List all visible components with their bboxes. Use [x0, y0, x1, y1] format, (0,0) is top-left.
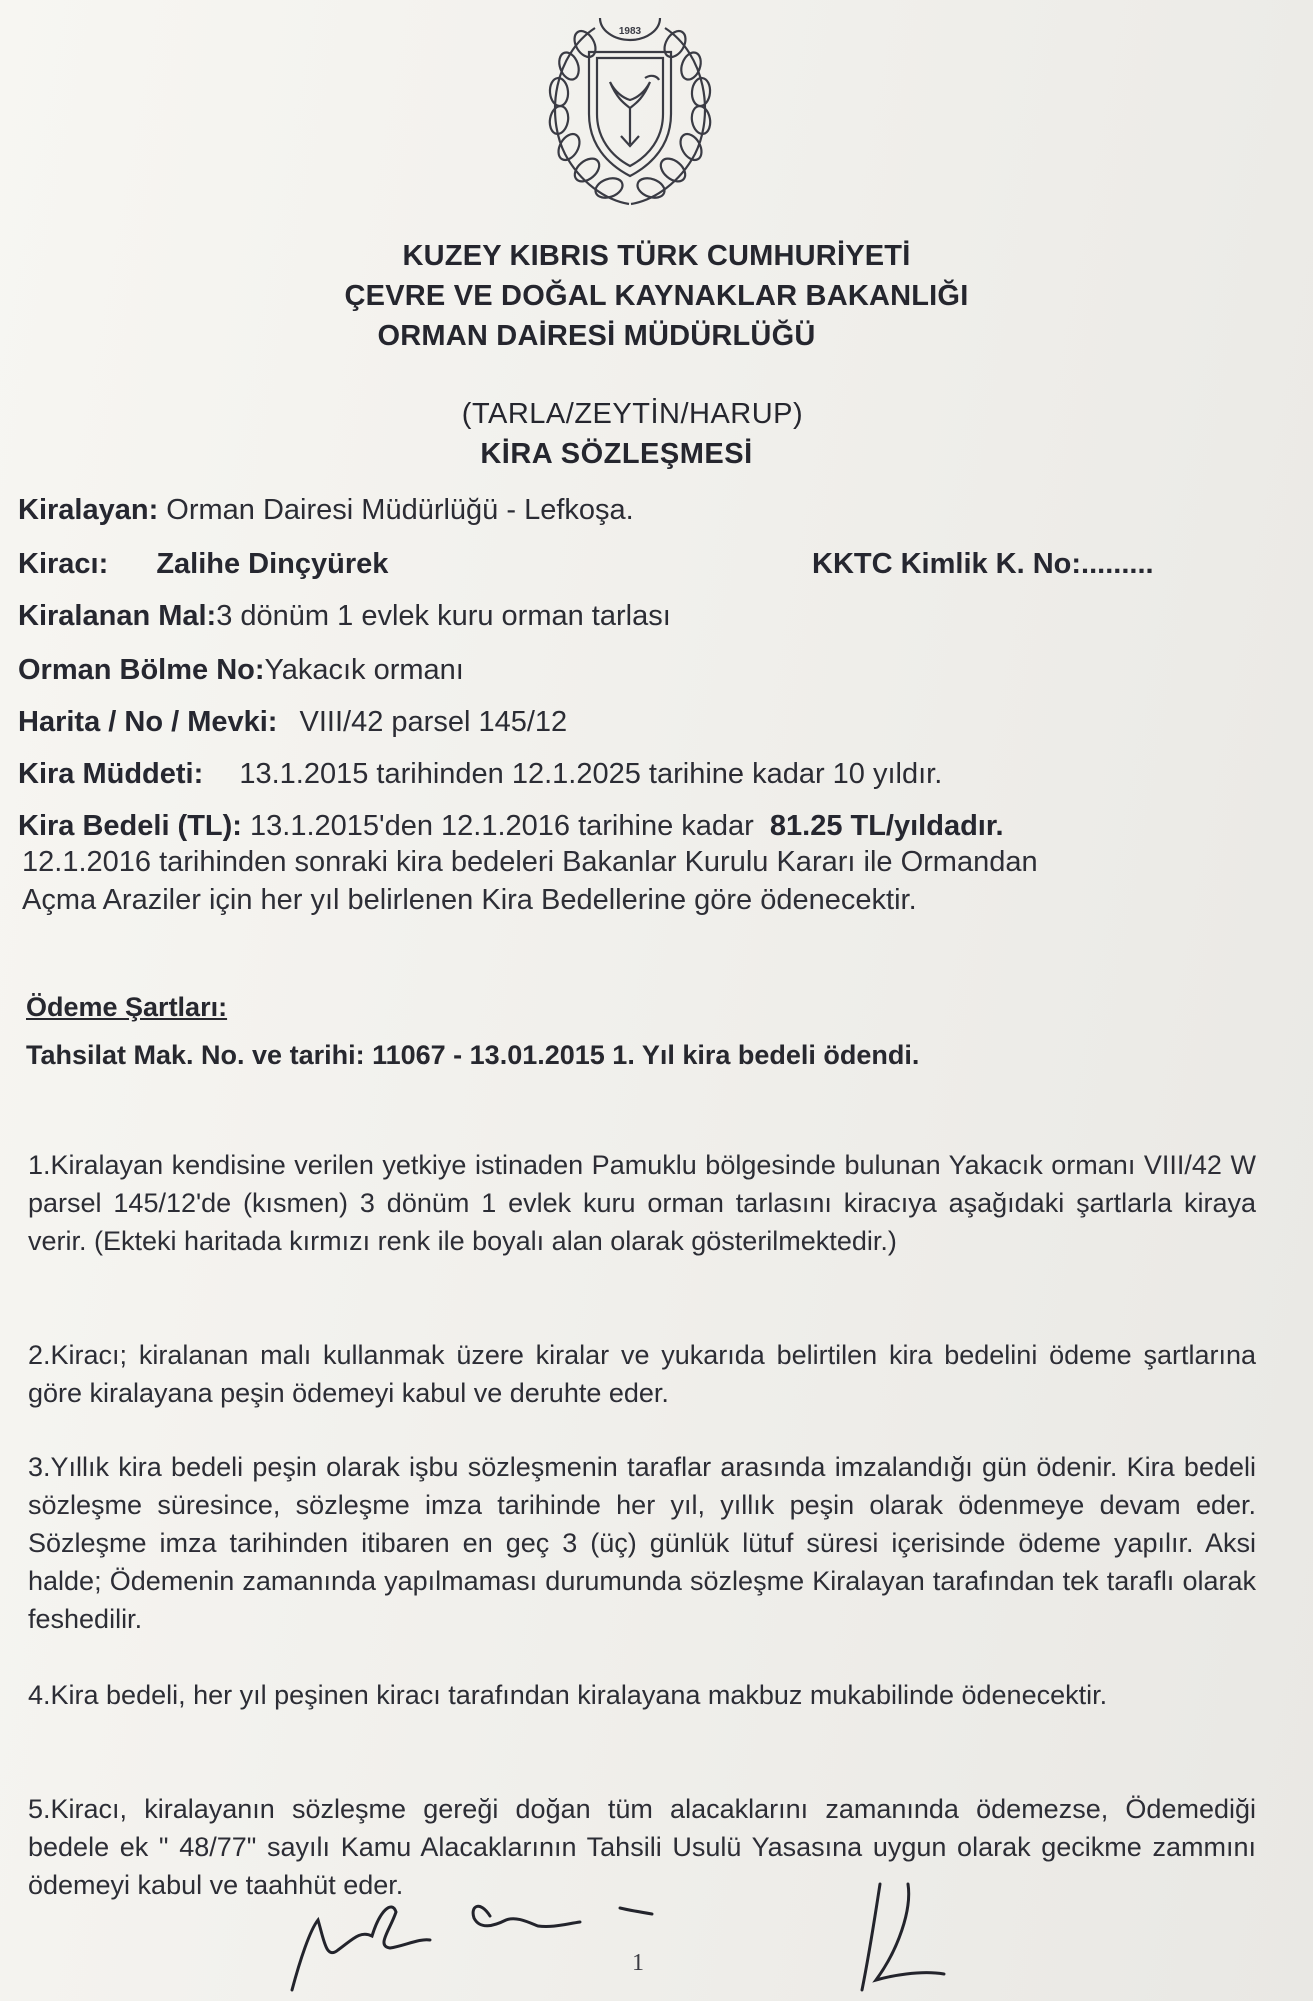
field-kiralayan [18, 494, 634, 527]
clause-4: 4.Kira bedeli, her yıl peşinen kiracı tarafından kiralayana makbuz mukabilinde ödenecektir. [28, 1680, 1108, 1710]
title-main: KİRA SÖZLEŞMESİ [480, 438, 753, 470]
header-department: ORMAN DAİRESİ MÜDÜRLÜĞÜ [377, 320, 816, 352]
field-kira-muddeti [18, 758, 942, 791]
kimlik-no: KKTC Kimlik K. No:......... [812, 548, 1154, 580]
field-kiralanan-mal [18, 600, 671, 633]
handwritten-signatures [280, 1850, 1040, 2000]
harita-value: VIII/42 parsel 145/12 [299, 706, 568, 738]
muddet-value: 13.1.2015 tarihinden 12.1.2025 tarihine kadar 10 yıldır. [239, 758, 943, 790]
field-orman-bolme [18, 654, 464, 687]
bedel-label: Kira Bedeli (TL): [18, 810, 242, 842]
muddet-label: Kira Müddeti: [18, 758, 204, 790]
kiralayan-value: Orman Dairesi Müdürlüğü - Lefkoşa. [166, 494, 634, 526]
bolme-value: Yakacık ormanı [264, 654, 464, 686]
mal-label: Kiralanan Mal: [18, 600, 217, 632]
bedel-amount: 81.25 TL/yıldadır. [769, 810, 1004, 842]
header-ministry: ÇEVRE VE DOĞAL KAYNAKLAR BAKANLIĞI [344, 280, 969, 312]
field-kira-bedeli [18, 810, 1004, 843]
bedel-note-2: Açma Araziler için her yıl belirlenen Kira Bedellerine göre ödenecektir. [22, 884, 917, 916]
clause-5: 5.Kiracı, kiralayanın sözleşme gereği doğan tüm alacaklarını zamanında ödemezse, Ödemediği bedele ek " 48/77" sayılı Kamu Alacaklarının Tahsili Usulü Yasasına uygun olarak gecikme zammını ödemeyi kabul ve taahhüt eder. [28, 1794, 1256, 1900]
payment-receipt: Tahsilat Mak. No. ve tarihi: 11067 - 13.01.2015 1. Yıl kira bedeli ödendi. [26, 1040, 920, 1070]
header-republic: KUZEY KIBRIS TÜRK CUMHURİYETİ [402, 240, 911, 272]
kiraci-label: Kiracı: [18, 548, 109, 580]
bolme-label: Orman Bölme No: [18, 654, 265, 686]
mal-value: 3 dönüm 1 evlek kuru orman tarlası [216, 600, 671, 632]
title-type: (TARLA/ZEYTİN/HARUP) [461, 398, 804, 430]
field-harita [18, 706, 567, 739]
clause-2: 2.Kiracı; kiralanan malı kullanmak üzere kiralar ve yukarıda belirtilen kira bedelini ödeme şartlarına göre kiralayana peşin ödemeyi kabul ve deruhte eder. [28, 1340, 1256, 1408]
kiralayan-label: Kiralayan: [18, 494, 159, 526]
clause-3: 3.Yıllık kira bedeli peşin olarak işbu sözleşmenin taraflar arasında imzalandığı gün ödenir. Kira bedeli sözleşme süresince, sözleşme imza tarihinde her yıl, yıllık peşin olarak ödenmeye devam eder. Sözleşme imza tarihinden itibaren en geç 3 (üç) günlük lütuf süresi içerisinde ödeme yapılır. Aksi halde; Ödemenin zamanında yapılmaması durumunda sözleşme Kiralayan tarafından tek taraflı olarak feshedilir. [28, 1452, 1256, 1634]
svg-text:1983: 1983 [618, 26, 642, 37]
coat-of-arms-icon [525, 4, 735, 218]
kiraci-value: Zalihe Dinçyürek [156, 548, 389, 580]
field-kiraci [18, 548, 388, 581]
page-number: 1 [632, 1950, 644, 1976]
bedel-value: 13.1.2015'den 12.1.2016 tarihine kadar [250, 810, 754, 842]
clause-1: 1.Kiralayan kendisine verilen yetkiye istinaden Pamuklu bölgesinde bulunan Yakacık ormanı VIII/42 W parsel 145/12'de (kısmen) 3 dönüm 1 evlek kuru orman tarlasını kiracıya aşağıdaki şartlarla kiraya verir. (Ekteki haritada kırmızı renk ile boyalı alan olarak gösterilmektedir.) [28, 1150, 1256, 1256]
payment-heading: Ödeme Şartları: [26, 992, 228, 1022]
bedel-note-1: 12.1.2016 tarihinden sonraki kira bedeleri Bakanlar Kurulu Kararı ile Ormandan [22, 846, 1038, 878]
harita-label: Harita / No / Mevki: [18, 706, 278, 738]
